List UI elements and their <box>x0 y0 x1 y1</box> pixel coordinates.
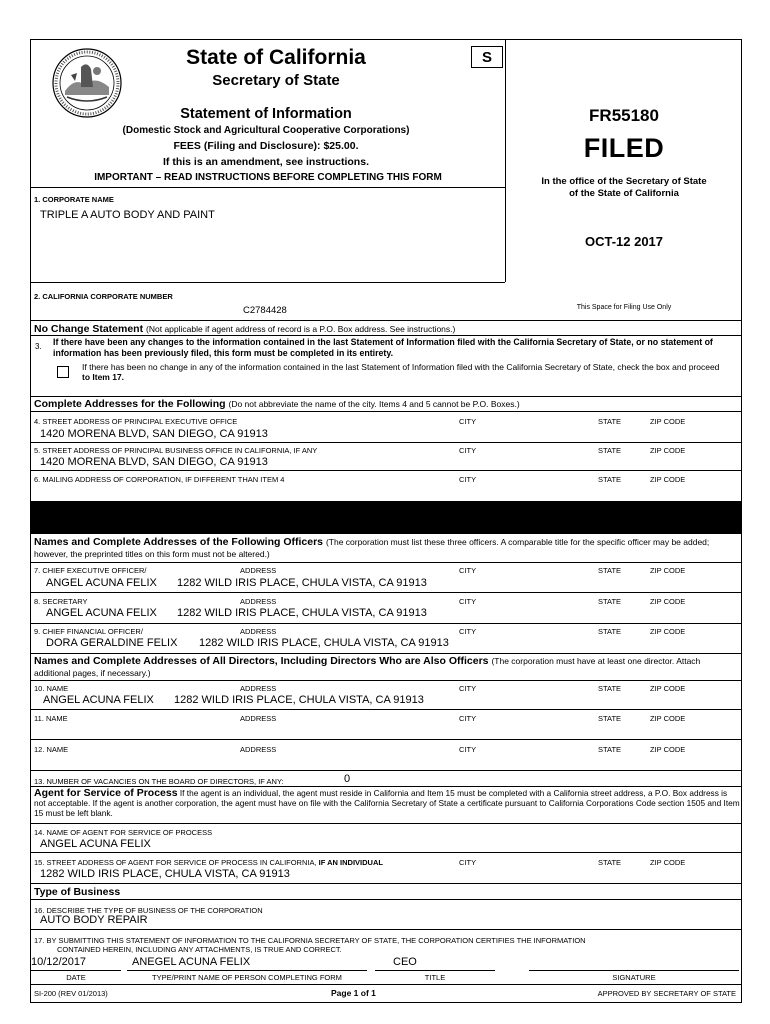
cert-title-value: CEO <box>393 956 417 968</box>
item8-state-label: STATE <box>598 597 622 606</box>
item8-address-label: ADDRESS <box>240 597 277 606</box>
item2-label: 2. CALIFORNIA CORPORATE NUMBER <box>34 292 173 301</box>
item9-zip-label: ZIP CODE <box>650 627 686 636</box>
item10-label: 10. NAME <box>34 684 69 693</box>
item9-state-label: STATE <box>598 627 622 636</box>
form-title: Statement of Information <box>180 106 352 122</box>
agent-heading-border <box>31 823 741 824</box>
item12-city-label: CITY <box>459 745 477 754</box>
business-heading-border <box>31 899 741 900</box>
item16-value: AUTO BODY REPAIR <box>40 914 148 926</box>
item16-label: 16. DESCRIBE THE TYPE OF BUSINESS OF THE CORPORATION <box>34 906 263 915</box>
directors-heading-border <box>31 680 741 681</box>
fees-text: FEES (Filing and Disclosure): $25.00. <box>173 140 359 152</box>
item4-border <box>31 442 741 443</box>
item6-state-label: STATE <box>598 475 622 484</box>
item10-address-label: ADDRESS <box>240 684 277 693</box>
item10-state-label: STATE <box>598 684 622 693</box>
no-change-heading <box>34 323 734 335</box>
statement-of-information-form <box>30 39 742 1003</box>
corporate-name-value: TRIPLE A AUTO BODY AND PAINT <box>40 209 215 221</box>
item15-label-text: 15. STREET ADDRESS OF AGENT FOR SERVICE OF PROCESS IN CALIFORNIA, <box>34 858 317 867</box>
no-change-checkbox-text <box>82 362 722 382</box>
item4-zip-label: ZIP CODE <box>650 417 686 426</box>
item8-address: 1282 WILD IRIS PLACE, CHULA VISTA, CA 91913 <box>177 607 427 619</box>
approved-text: APPROVED BY SECRETARY OF STATE <box>597 989 736 998</box>
directors-heading <box>34 655 739 679</box>
item7-label: 7. CHIEF EXECUTIVE OFFICER/ <box>34 566 147 575</box>
item12-address-label: ADDRESS <box>240 745 277 754</box>
cert-name-label: TYPE/PRINT NAME OF PERSON COMPLETING FORM <box>152 973 342 982</box>
cert-signature-label: SIGNATURE <box>612 973 656 982</box>
cert-date-value: 10/12/2017 <box>31 956 87 968</box>
cert-date-line <box>31 970 121 971</box>
item14-border <box>31 852 741 853</box>
item7-zip-label: ZIP CODE <box>650 566 686 575</box>
item7-name: ANGEL ACUNA FELIX <box>46 577 157 589</box>
item7-address-label: ADDRESS <box>240 566 277 575</box>
item11-border <box>31 739 741 740</box>
item15-label <box>34 858 383 867</box>
no-change-note: (Not applicable if agent address of record is a P.O. Box address. See instructions.) <box>146 324 456 334</box>
item5-city-label: CITY <box>459 446 477 455</box>
item9-name: DORA GERALDINE FELIX <box>46 637 178 649</box>
item15-zip-label: ZIP CODE <box>650 858 686 867</box>
item9-address: 1282 WILD IRIS PLACE, CHULA VISTA, CA 91913 <box>199 637 449 649</box>
item1-top-border <box>31 187 505 188</box>
corporate-number-value: C2784428 <box>243 305 287 316</box>
item9-label: 9. CHIEF FINANCIAL OFFICER/ <box>34 627 143 636</box>
item10-zip-label: ZIP CODE <box>650 684 686 693</box>
filing-office-line2: of the State of California <box>569 188 679 199</box>
item12-state-label: STATE <box>598 745 622 754</box>
filed-stamp: FILED <box>583 133 665 163</box>
agent-heading: Agent for Service of Process <box>34 787 178 799</box>
item15-city-label: CITY <box>459 858 477 867</box>
item8-city-label: CITY <box>459 597 477 606</box>
item5-zip-label: ZIP CODE <box>650 446 686 455</box>
item11-state-label: STATE <box>598 714 622 723</box>
item5-value: 1420 MORENA BLVD, SAN DIEGO, CA 91913 <box>40 456 268 468</box>
item6-label: 6. MAILING ADDRESS OF CORPORATION, IF DIFFERENT THAN ITEM 4 <box>34 475 285 484</box>
agent-note: If the agent is an individual, the agent must reside in California and Item 15 must be completed with a California street address, a P.O. Box address is not acceptable. If the agent is another corporation, the agent must have on file with the California Secretary of State a certificate pursuant to California Corporations Code section 1505 and Item 15 must be left blank. <box>34 788 740 818</box>
checkbox-text-a: If there has been no change in any of the information contained in the last Statement of Information filed with the California Secretary of State, check the box and proceed <box>82 362 720 372</box>
page-number: Page 1 of 1 <box>331 988 376 998</box>
item15-label-bold: IF AN INDIVIDUAL <box>318 858 383 867</box>
item15-border <box>31 883 741 884</box>
item10-address: 1282 WILD IRIS PLACE, CHULA VISTA, CA 91913 <box>174 694 424 706</box>
officers-note: (The corporation must list these three officers. A comparable title for the specific officer may be added; however, the preprinted titles on this form must not be altered.) <box>34 537 710 559</box>
item15-value: 1282 WILD IRIS PLACE, CHULA VISTA, CA 91913 <box>40 868 290 880</box>
cert-signature-line <box>529 970 739 971</box>
no-change-top-border <box>31 320 741 321</box>
form-id: SI-200 (REV 01/2013) <box>34 989 108 998</box>
item12-border <box>31 770 741 771</box>
item11-zip-label: ZIP CODE <box>650 714 686 723</box>
cert-title-line <box>375 970 495 971</box>
amendment-text: If this is an amendment, see instructions. <box>163 156 369 168</box>
filing-office-line1: In the office of the Secretary of State <box>541 176 707 187</box>
no-change-checkbox[interactable] <box>57 366 69 378</box>
addresses-note: (Do not abbreviate the name of the city. Items 4 and 5 cannot be P.O. Boxes.) <box>228 399 520 409</box>
checkbox-text-b: to Item 17. <box>82 372 125 382</box>
item6-zip-label: ZIP CODE <box>650 475 686 484</box>
item15-state-label: STATE <box>598 858 622 867</box>
item8-label: 8. SECRETARY <box>34 597 88 606</box>
item17-line2: CONTAINED HEREIN, INCLUDING ANY ATTACHMENTS, IS TRUE AND CORRECT. <box>57 945 342 954</box>
item7-state-label: STATE <box>598 566 622 575</box>
item8-border <box>31 623 741 624</box>
item9-address-label: ADDRESS <box>240 627 277 636</box>
cert-title-label: TITLE <box>424 973 446 982</box>
redaction-bar <box>31 501 741 534</box>
no-change-heading-text: No Change Statement <box>34 323 144 335</box>
item17-line1: 17. BY SUBMITTING THIS STATEMENT OF INFORMATION TO THE CALIFORNIA SECRETARY OF STATE, THE CORPORATION CERTIFIES THE INFORMATION <box>34 936 586 945</box>
item13-label: 13. NUMBER OF VACANCIES ON THE BOARD OF DIRECTORS, IF ANY: <box>34 777 284 786</box>
footer-border <box>31 984 741 985</box>
item5-state-label: STATE <box>598 446 622 455</box>
item10-border <box>31 709 741 710</box>
item14-label: 14. NAME OF AGENT FOR SERVICE OF PROCESS <box>34 828 213 837</box>
item4-state-label: STATE <box>598 417 622 426</box>
item2-top-border <box>31 282 505 283</box>
item8-name: ANGEL ACUNA FELIX <box>46 607 157 619</box>
cert-date-label: DATE <box>66 973 86 982</box>
header-title: State of California <box>186 46 366 69</box>
item8-zip-label: ZIP CODE <box>650 597 686 606</box>
important-text: IMPORTANT – READ INSTRUCTIONS BEFORE COMPLETING THIS FORM <box>94 172 442 183</box>
item5-border <box>31 470 741 471</box>
item12-label: 12. NAME <box>34 745 69 754</box>
filing-space-note: This Space for Filing Use Only <box>576 304 672 311</box>
addresses-top-border <box>31 396 741 397</box>
item4-city-label: CITY <box>459 417 477 426</box>
item7-border <box>31 592 741 593</box>
agent-section-intro <box>34 788 740 818</box>
item10-city-label: CITY <box>459 684 477 693</box>
item7-city-label: CITY <box>459 566 477 575</box>
no-change-heading-border <box>31 335 741 336</box>
filing-date: OCT-12 2017 <box>584 234 664 249</box>
item13-value: 0 <box>344 773 351 785</box>
officers-heading-text: Names and Complete Addresses of the Following Officers <box>34 536 324 548</box>
item10-name: ANGEL ACUNA FELIX <box>43 694 154 706</box>
item1-label: 1. CORPORATE NAME <box>34 195 114 204</box>
cert-name-value: ANEGEL ACUNA FELIX <box>132 956 251 968</box>
item9-border <box>31 653 741 654</box>
directors-note: (The corporation must have at least one director. Attach additional pages, if necessary.) <box>34 656 701 678</box>
item3-number: 3. <box>35 342 42 351</box>
item11-city-label: CITY <box>459 714 477 723</box>
form-type: (Domestic Stock and Agricultural Cooperative Corporations) <box>122 125 410 136</box>
item14-value: ANGEL ACUNA FELIX <box>40 838 151 850</box>
business-heading: Type of Business <box>34 886 121 898</box>
header-subtitle: Secretary of State <box>212 72 340 89</box>
filing-number: FR55180 <box>589 106 659 125</box>
item7-address: 1282 WILD IRIS PLACE, CHULA VISTA, CA 91913 <box>177 577 427 589</box>
item4-value: 1420 MORENA BLVD, SAN DIEGO, CA 91913 <box>40 428 268 440</box>
item12-zip-label: ZIP CODE <box>650 745 686 754</box>
item11-label: 11. NAME <box>34 714 68 723</box>
item16-border <box>31 929 741 930</box>
item11-address-label: ADDRESS <box>240 714 277 723</box>
officers-heading-border <box>31 562 741 563</box>
cert-name-line <box>127 970 367 971</box>
item4-label: 4. STREET ADDRESS OF PRINCIPAL EXECUTIVE OFFICE <box>34 417 238 426</box>
item3-bold-text: If there have been any changes to the information contained in the last Statement of Information filed with the California Secretary of State, or no statement of information has been previously filed, this form must be completed in its entirety. <box>53 337 713 358</box>
s-box: S <box>471 46 503 68</box>
item9-city-label: CITY <box>459 627 477 636</box>
addresses-heading-text: Complete Addresses for the Following <box>34 398 226 410</box>
item5-label: 5. STREET ADDRESS OF PRINCIPAL BUSINESS OFFICE IN CALIFORNIA, IF ANY <box>34 446 318 455</box>
addresses-heading-border <box>31 411 741 412</box>
addresses-heading <box>34 398 734 410</box>
item6-city-label: CITY <box>459 475 477 484</box>
officers-heading <box>34 536 739 560</box>
directors-heading-text: Names and Complete Addresses of All Directors, Including Directors Who are Also Officers <box>34 655 489 667</box>
